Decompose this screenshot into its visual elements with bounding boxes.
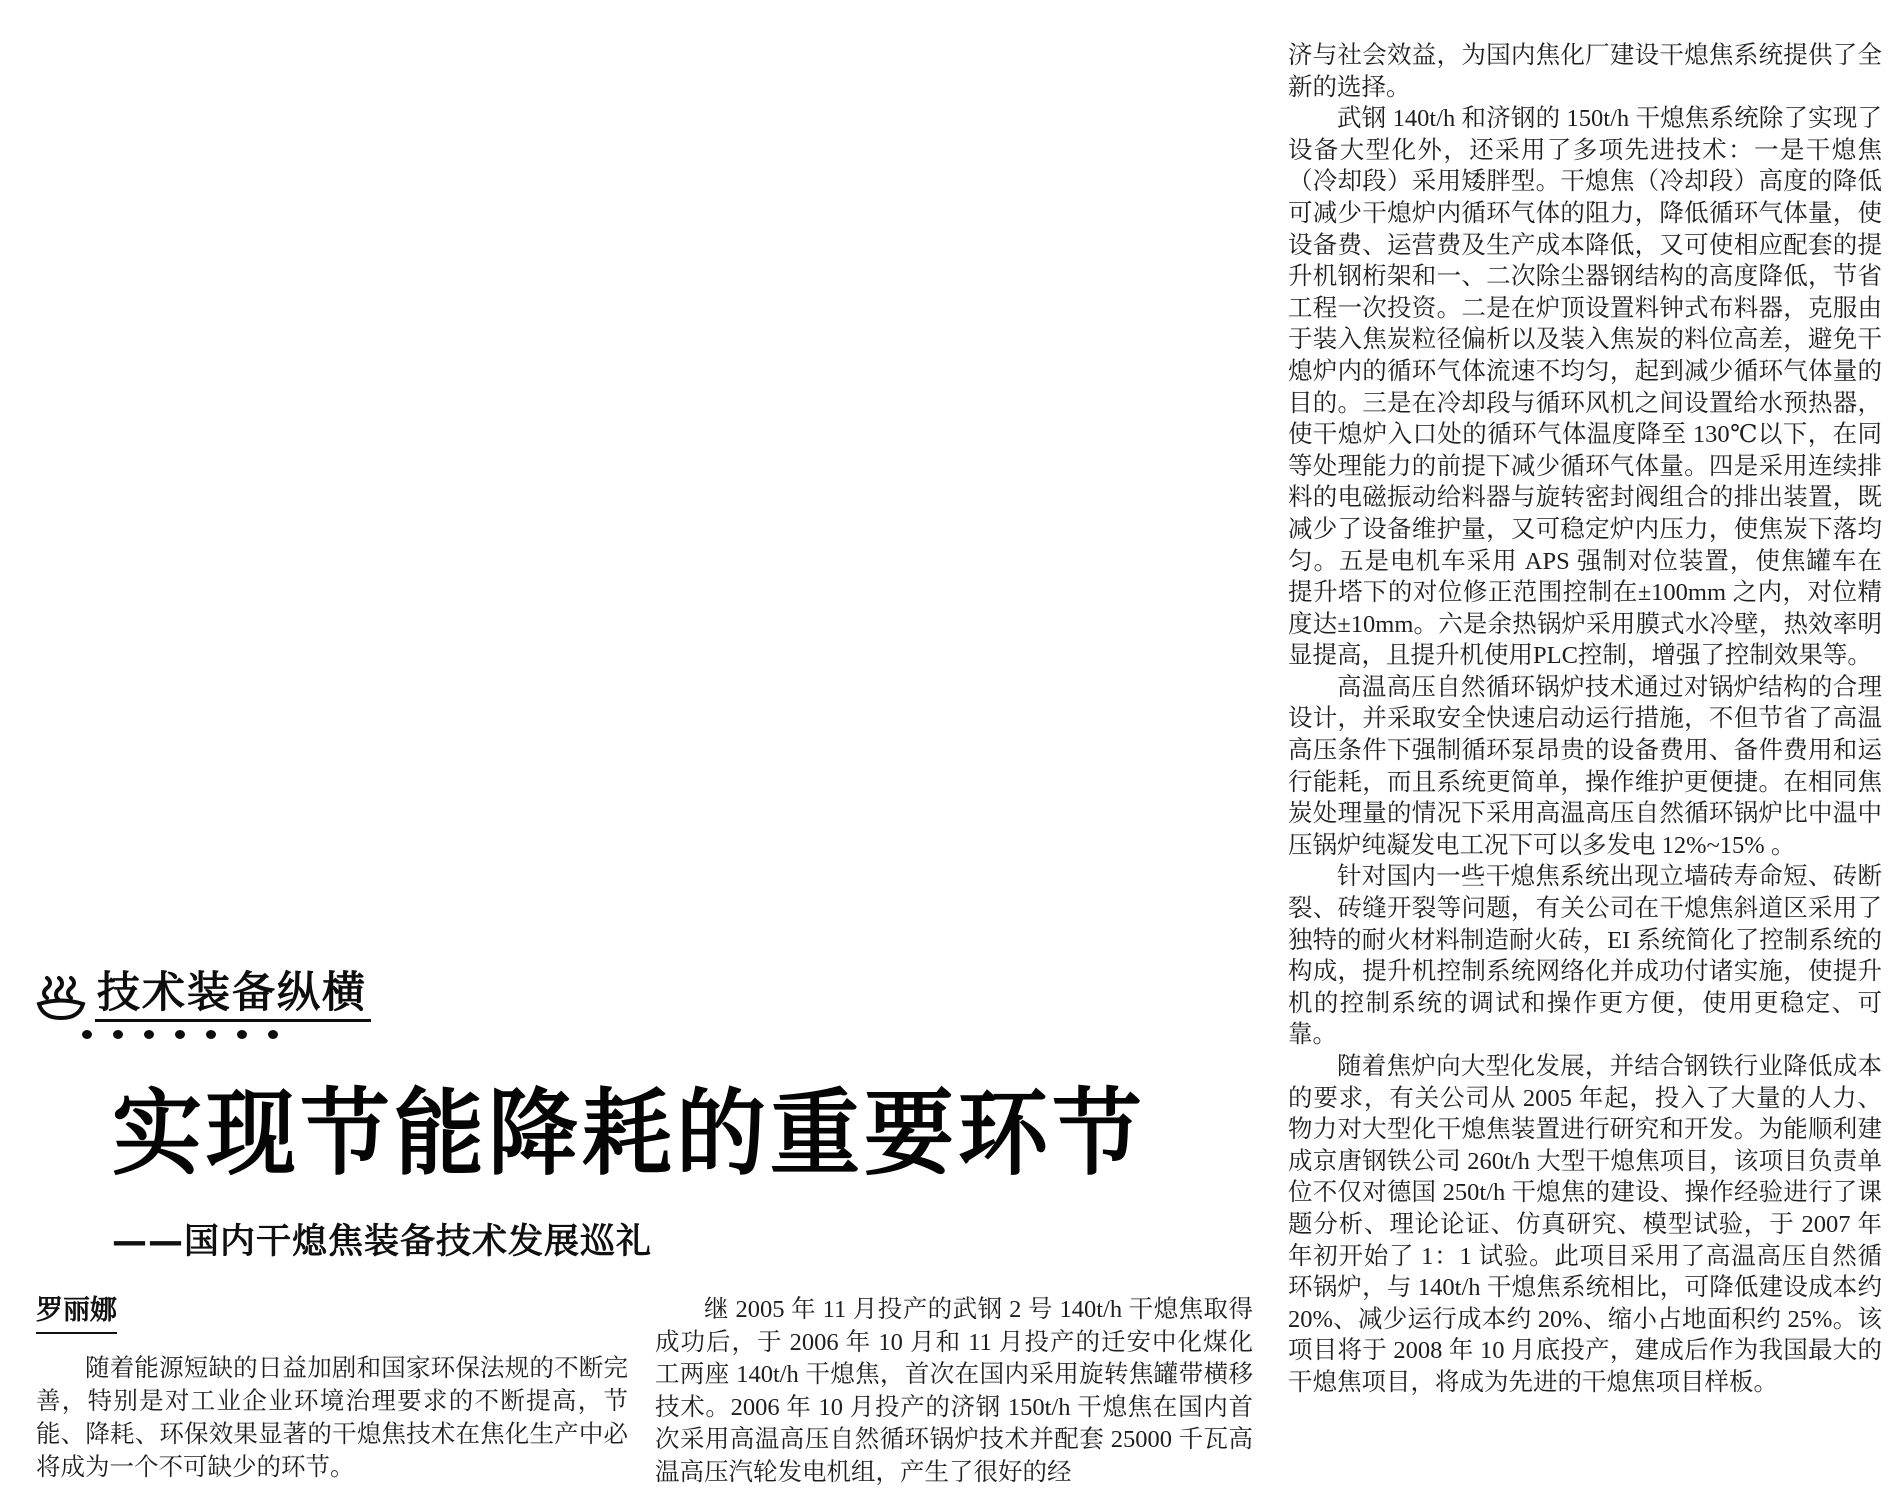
body-paragraph: 高温高压自然循环锅炉技术通过对锅炉结构的合理设计，并采取安全快速启动运行措施，不但节省了高温高压条件下强制循环泵昂贵的设备费用、备件费用和运行能耗，而且系统更简单，操作维护更便捷。在相同焦炭处理量的情况下采用高温高压自然循环锅炉比中温中压锅炉纯凝发电工况下可以多发电 12%~15% 。 — [1288, 673, 1882, 859]
hot-spring-icon — [35, 972, 87, 1022]
page-subtitle: ——国内干熄焦装备技术发展巡礼 — [112, 1222, 653, 1262]
left-column — [36, 1352, 628, 1484]
body-paragraph: 武钢 140t/h 和济钢的 150t/h 干熄焦系统除了实现了设备大型化外，还采用了多项先进技术：一是干熄焦（冷却段）采用矮胖型。干熄焦（冷却段）高度的降低可减少干熄炉内循环气体的阻力，降低循环气体量，使设备费、运营费及生产成本降低，又可使相应配套的提升机钢桁架和一、二次除尘器钢结构的高度降低，节省工程一次投资。二是在炉顶设置料钟式布料器，克服由于装入焦炭粒径偏析以及装入焦炭的料位高差，避免干熄炉内的循环气体流速不均匀，起到减少循环气体量的目的。三是在冷却段与循环风机之间设置给水预热器，使干熄炉入口处的循环气体温度降至 130℃以下，在同等处理能力的前提下减少循环气体量。四是采用连续排料的电磁振动给料器与旋转密封阀组合的排出装置，既减少了设备维护量，又可稳定炉内压力，使焦炭下落均匀。五是电机车采用 APS 强制对位装置，使焦罐车在提升塔下的对位修正范围控制在±100mm 之内，对位精度达±10mm。六是余热锅炉采用膜式水冷壁，热效率明显提高，且提升机使用PLC控制，增强了控制效果等。 — [1288, 105, 1882, 670]
body-paragraph: 随着焦炉向大型化发展，并结合钢铁行业降低成本的要求，有关公司从 2005 年起，投入了大量的人力、物力对大型化干熄焦装置进行研究和开发。为能顺利建成京唐钢铁公司 260t/h 大型干熄焦项目，该项目负责单位不仅对德国 250t/h 干熄焦的建设、操作经验进行了课题分析、理论论证、仿真研究、模型试验，于 2007 年年初开始了 1：1 试验。此项目采用了高温高压自然循环锅炉，与 140t/h 干熄焦系统相比，可降低建设成本约 20%、减少运行成本约 20%、缩小占地面积约 25%。该项目将于 2008 年 10 月底投产，建成后作为我国最大的干熄焦项目，将成为先进的干熄焦项目样板。 — [1288, 1053, 1882, 1396]
intro-paragraph: 随着能源短缺的日益加剧和国家环保法规的不断完善，特别是对工业企业环境治理要求的不断提高，节能、降耗、环保效果显著的干熄焦技术在焦化生产中必将成为一个不可缺少的环节。 — [36, 1355, 628, 1481]
right-column — [1288, 40, 1882, 1399]
middle-column — [655, 1294, 1253, 1490]
body-paragraph: 针对国内一些干熄焦系统出现立墙砖寿命短、砖断裂、砖缝开裂等问题，有关公司在干熄焦斜道区采用了独特的耐火材料制造耐火砖，EI 系统简化了控制系统的构成，提升机控制系统网络化并成功付诸实施，使提升机的控制系统的调试和操作更方便，使用更稳定、可靠。 — [1288, 863, 1882, 1049]
section-label: 技术装备纵横 — [95, 972, 371, 1022]
author-name: 罗丽娜 — [36, 1288, 117, 1334]
dot-row — [82, 1030, 278, 1039]
page-title: 实现节能降耗的重要环节 — [112, 1079, 1146, 1190]
middle-paragraph: 继 2005 年 11 月投产的武钢 2 号 140t/h 干熄焦取得成功后，于 2006 年 10 月和 11 月投产的迁安中化煤化工两座 140t/h 干熄焦，首次在国内采用旋转焦罐带横移技术。2006 年 10 月投产的济钢 150t/h 干熄焦在国内首次采用高温高压自然循环锅炉技术并配套 25000 千瓦高温高压汽轮发电机组，产生了很好的经 — [655, 1296, 1253, 1486]
section-logo — [35, 968, 371, 1022]
body-paragraph: 济与社会效益，为国内焦化厂建设干熄焦系统提供了全新的选择。 — [1288, 42, 1882, 101]
